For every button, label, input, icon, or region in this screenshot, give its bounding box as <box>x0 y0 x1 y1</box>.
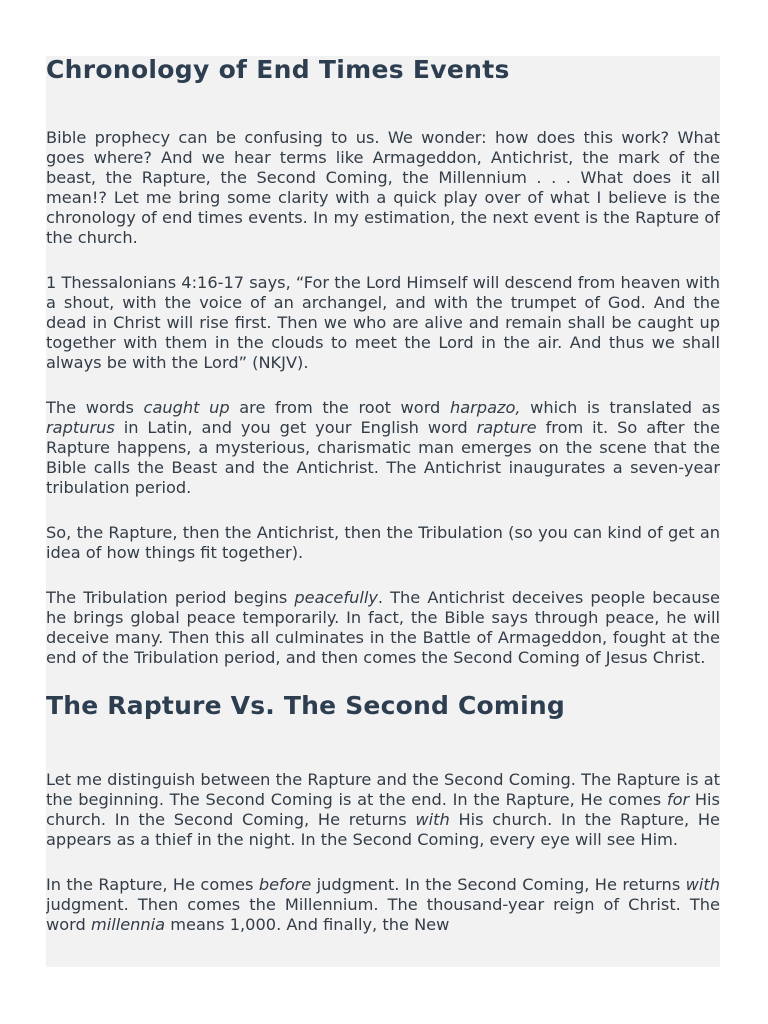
paragraph-tribulation: The Tribulation period begins peacefully. The Antichrist deceives people because he brings global peace temporarily. In fact, the Bible says through peace, he will deceive many. Then this all culminates in the Battle of Armageddon, fought at the end of the Tribulation period, and then comes the Second Coming of Jesus Christ. <box>46 588 720 667</box>
emphasis-with: with <box>415 810 450 829</box>
emphasis-for: for <box>666 790 690 809</box>
emphasis-harpazo: harpazo, <box>449 398 521 417</box>
emphasis-rapture: rapture <box>476 418 537 437</box>
paragraph-distinguish: Let me distinguish between the Rapture and the Second Coming. The Rapture is at the beginning. The Second Coming is at the end. In the Rapture, He comes for His church. In the Second Coming, He returns with His church. In the Rapture, He appears as a thief in the night. In the Second Coming, every eye will see Him. <box>46 770 720 849</box>
page-title: Chronology of End Times Events <box>46 56 510 84</box>
paragraph-harpazo: The words caught up are from the root word harpazo, which is translated as rapturus in Latin, and you get your English word rapture from it. So after the Rapture happens, a mysterious, charismatic man emerges on the scene that the Bible calls the Beast and the Antichrist. The Antichrist inaugurates a seven-year tribulation period. <box>46 398 720 497</box>
emphasis-peacefully: peacefully <box>294 588 378 607</box>
section-heading: The Rapture Vs. The Second Coming <box>46 691 565 720</box>
paragraph-intro: Bible prophecy can be confusing to us. We wonder: how does this work? What goes where? And we hear terms like Armageddon, Antichrist, the mark of the beast, the Rapture, the Second Coming, the Millennium . . . What does it all mean!? Let me bring some clarity with a quick play over of what I believe is the chronology of end times events. In my estimation, the next event is the Rapture of the church. <box>46 128 720 247</box>
emphasis-before: before <box>258 875 312 894</box>
emphasis-millennia: millennia <box>90 915 166 934</box>
article <box>46 56 720 967</box>
emphasis-caught-up: caught up <box>143 398 230 417</box>
emphasis-with-judgment: with <box>685 875 720 894</box>
emphasis-rapturus: rapturus <box>46 418 115 437</box>
paragraph-judgment: In the Rapture, He comes before judgment. In the Second Coming, He returns with judgment. Then comes the Millennium. The thousand-year reign of Christ. The word millennia means 1,000. And finally, the New <box>46 875 720 934</box>
paragraph-scripture-quote: 1 Thessalonians 4:16-17 says, “For the Lord Himself will descend from heaven with a shout, with the voice of an archangel, and with the trumpet of God. And the dead in Christ will rise first. Then we who are alive and remain shall be caught up together with them in the clouds to meet the Lord in the air. And thus we shall always be with the Lord” (NKJV). <box>46 273 720 372</box>
paragraph-sequence: So, the Rapture, then the Antichrist, then the Tribulation (so you can kind of get an idea of how things fit together). <box>46 523 720 562</box>
